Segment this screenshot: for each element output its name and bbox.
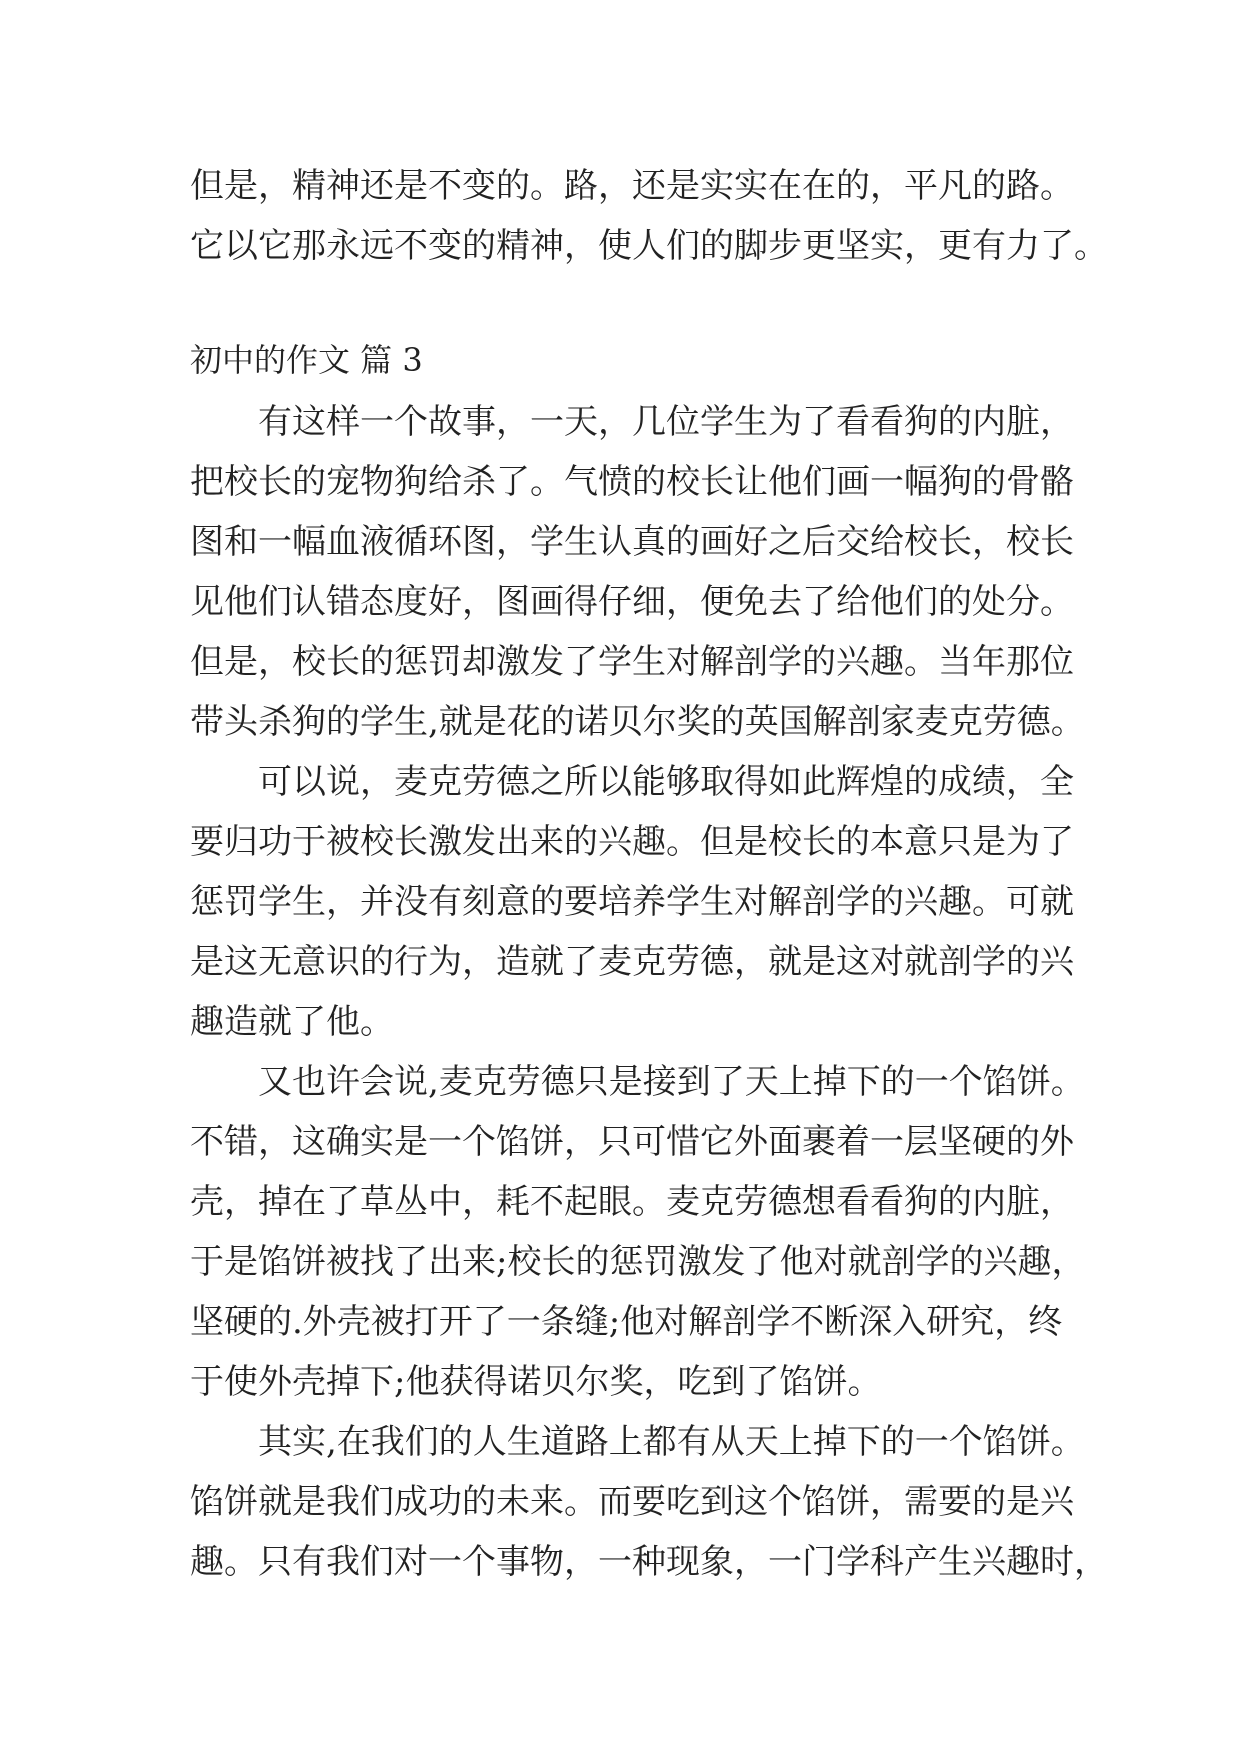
text-line: 馅饼就是我们成功的未来。而要吃到这个馅饼，需要的是兴 (190, 1482, 1074, 1522)
text-line: 壳，掉在了草丛中，耗不起眼。麦克劳德想看看狗的内脏， (190, 1182, 1074, 1222)
paragraph-first-line: 其实,在我们的人生道路上都有从天上掉下的一个馅饼。 (258, 1422, 1085, 1462)
text-line: 趣造就了他。 (190, 1002, 394, 1042)
text-line: 它以它那永远不变的精神，使人们的脚步更坚实，更有力了。 (190, 226, 1108, 266)
text-line: 于是馅饼被找了出来;校长的惩罚激发了他对就剖学的兴趣， (190, 1242, 1086, 1282)
text-line: 见他们认错态度好，图画得仔细，便免去了给他们的处分。 (190, 582, 1074, 622)
text-line: 要归功于被校长激发出来的兴趣。但是校长的本意只是为了 (190, 822, 1074, 862)
text-line: 趣。只有我们对一个事物，一种现象，一门学科产生兴趣时， (190, 1542, 1108, 1582)
paragraph-first-line: 有这样一个故事，一天，几位学生为了看看狗的内脏， (258, 402, 1074, 442)
text-line: 不错，这确实是一个馅饼，只可惜它外面裹着一层坚硬的外 (190, 1122, 1074, 1162)
text-line: 于使外壳掉下;他获得诺贝尔奖，吃到了馅饼。 (190, 1362, 882, 1402)
text-line: 是这无意识的行为，造就了麦克劳德，就是这对就剖学的兴 (190, 942, 1074, 982)
paragraph-first-line: 又也许会说,麦克劳德只是接到了天上掉下的一个馅饼。 (258, 1062, 1085, 1102)
text-line: 但是，校长的惩罚却激发了学生对解剖学的兴趣。当年那位 (190, 642, 1074, 682)
text-line: 图和一幅血液循环图，学生认真的画好之后交给校长，校长 (190, 522, 1074, 562)
paragraph-first-line: 可以说，麦克劳德之所以能够取得如此辉煌的成绩，全 (258, 762, 1074, 802)
text-line: 惩罚学生，并没有刻意的要培养学生对解剖学的兴趣。可就 (190, 882, 1074, 922)
text-line: 把校长的宠物狗给杀了。气愤的校长让他们画一幅狗的骨骼 (190, 462, 1074, 502)
text-line: 但是，精神还是不变的。路，还是实实在在的，平凡的路。 (190, 166, 1074, 206)
text-line: 坚硬的.外壳被打开了一条缝;他对解剖学不断深入研究，终 (190, 1302, 1063, 1342)
text-line: 带头杀狗的学生,就是花的诺贝尔奖的英国解剖家麦克劳德。 (190, 702, 1085, 742)
section-heading: 初中的作文 篇 3 (190, 341, 423, 379)
